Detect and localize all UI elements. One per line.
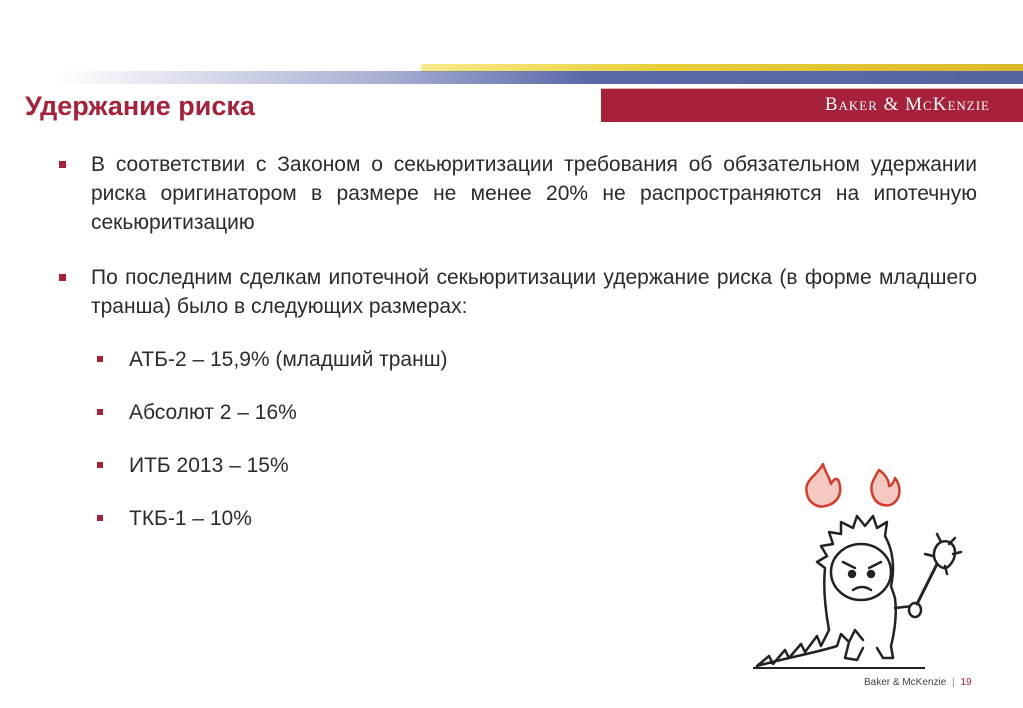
- sub-bullet-text: ИТБ 2013 – 15%: [129, 454, 289, 477]
- page-number: 19: [960, 677, 972, 688]
- sub-bullet-text: Абсолют 2 – 16%: [129, 401, 297, 424]
- footer: [864, 677, 972, 688]
- sub-bullet-item: [55, 398, 977, 427]
- bullet-text: В соответствии с Законом о секьюритизации требования об обязательном удержании риска оригинатором в размере не менее 20% не распространяются на ипотечную секьюритизацию: [91, 153, 977, 234]
- flame-icon: [871, 470, 899, 505]
- flame-icon: [806, 464, 840, 507]
- sub-bullet-item: [55, 345, 977, 374]
- footer-brand: Baker & McKenzie: [864, 677, 947, 688]
- sub-bullet-text: АТБ-2 – 15,9% (младший транш): [129, 348, 448, 371]
- brand-band: [601, 88, 1023, 122]
- bullet-item: [55, 263, 977, 321]
- bullet-text: По последним сделкам ипотечной секьюритизации удержание риска (в форме младшего транша) было в следующих размерах:: [91, 266, 977, 318]
- angry-dinosaur-with-club-icon: [745, 458, 1005, 673]
- sub-bullet-marker: [97, 462, 103, 468]
- brand-logo: Baker & McKenzie: [824, 94, 990, 115]
- sub-bullet-marker: [97, 356, 103, 362]
- footer-separator: |: [952, 677, 955, 688]
- bullet-marker: [59, 274, 66, 281]
- sub-bullet-marker: [97, 515, 103, 521]
- sub-bullet-marker: [97, 409, 103, 415]
- bullet-item: [55, 150, 977, 237]
- bullet-marker: [59, 161, 66, 168]
- header-blue-stripe: [55, 71, 1023, 84]
- sub-bullet-text: ТКБ-1 – 10%: [129, 507, 252, 530]
- slide-title: Удержание риска: [25, 91, 255, 121]
